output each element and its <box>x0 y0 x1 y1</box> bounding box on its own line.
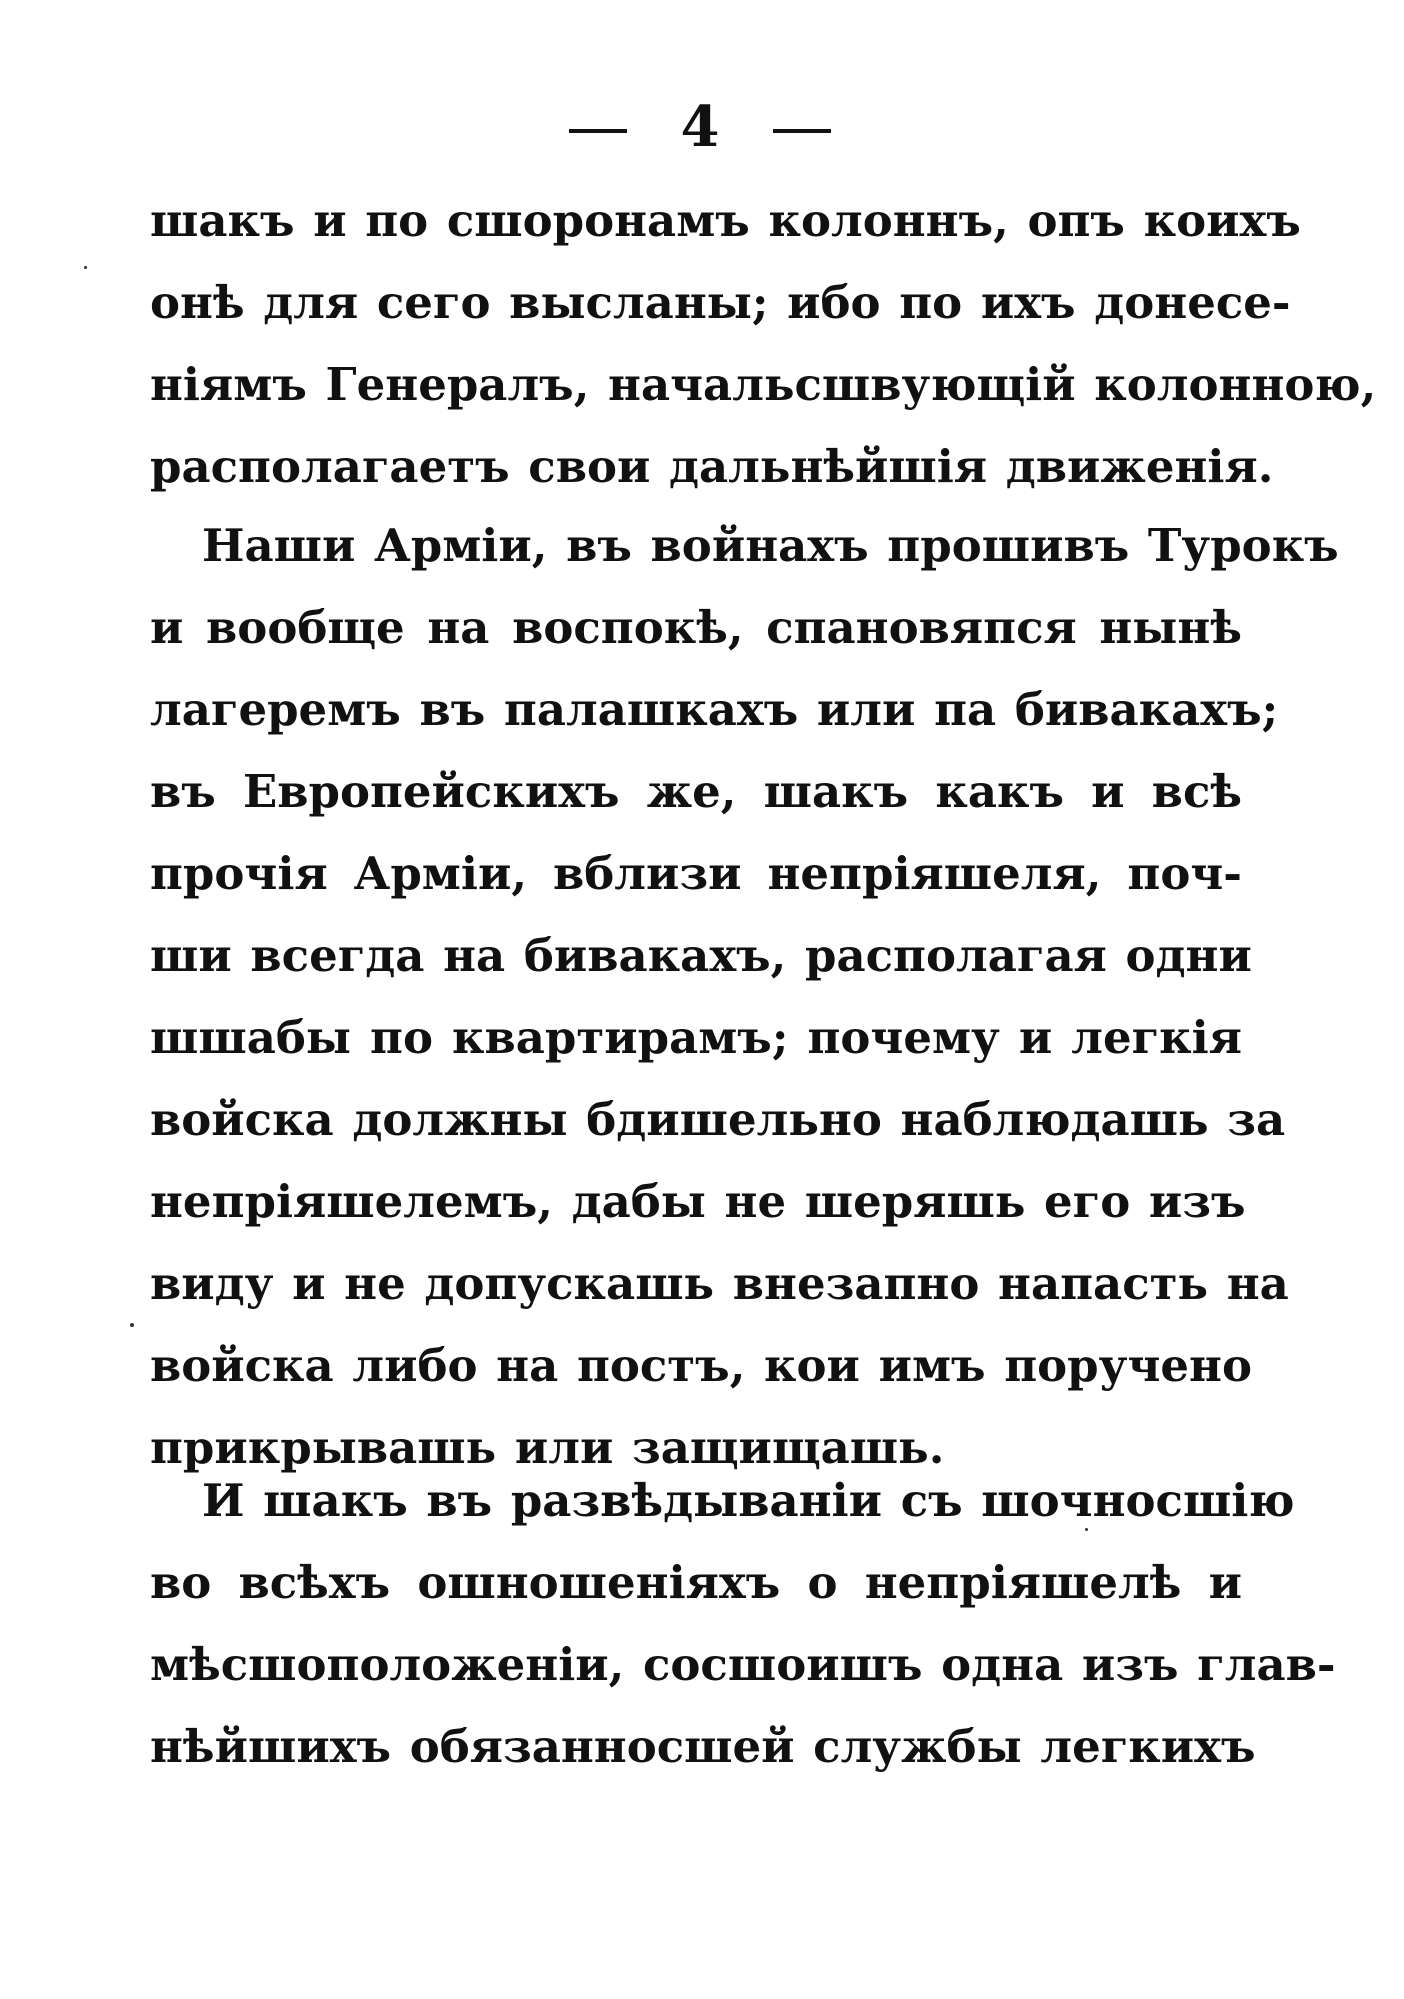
ink-speck <box>130 1323 134 1327</box>
page-number-header <box>540 92 860 162</box>
paragraph-line: шшабы по квартирамъ; почему и легкiя <box>150 1011 1242 1064</box>
paragraph-line: нiямъ Генералъ, начальсшвующiй колонною, <box>150 358 1377 411</box>
ink-speck <box>84 266 87 269</box>
paragraph-line: шакъ и по сшоронамъ колоннъ, опъ коихъ <box>150 194 1301 247</box>
paragraph-line: ши всегда на бивакахъ, располагая одни <box>150 929 1252 982</box>
ink-speck <box>1085 1528 1088 1531</box>
paragraph-line: прочiя Армiи, вблизи непрiяшеля, поч- <box>150 847 1242 900</box>
paragraph-2 <box>150 505 1339 1489</box>
paragraph-line: прикрывашь или защищашь. <box>150 1421 945 1474</box>
paragraph-line: нѣйшихъ обязанносшей службы легкихъ <box>150 1720 1256 1773</box>
paragraph-3 <box>150 1460 1336 1788</box>
paragraph-line: непрiяшелемъ, дабы не шеряшь его изъ <box>150 1175 1246 1228</box>
paragraph-line: виду и не допускашь внезапно напасть на <box>150 1257 1289 1310</box>
right-dash <box>773 129 831 133</box>
paragraph-line: и вообще на воспокѣ, спановяпся нынѣ <box>150 601 1242 654</box>
paragraph-1 <box>150 180 1377 508</box>
paragraph-line: войска либо на постъ, кои имъ поручено <box>150 1339 1252 1392</box>
paragraph-line: въ Европейскихъ же, шакъ какъ и всѣ <box>150 765 1242 818</box>
paragraph-line: Наши Армiи, въ войнахъ прошивъ Турокъ <box>202 519 1339 572</box>
paragraph-line: во всѣхъ ошношенiяхъ о непрiяшелѣ и <box>150 1556 1242 1609</box>
paragraph-line: располагаетъ свои дальнѣйшiя движенiя. <box>150 440 1274 493</box>
left-dash <box>569 129 627 133</box>
paragraph-line: онѣ для сего высланы; ибо по ихъ донесе- <box>150 276 1291 329</box>
paragraph-line: И шакъ въ развѣдываніи съ шочносшiю <box>202 1474 1295 1527</box>
paragraph-line: войска должны бдишельно наблюдашь за <box>150 1093 1286 1146</box>
paragraph-line: лагеремъ въ палашкахъ или па бивакахъ; <box>150 683 1279 736</box>
page-number: 4 <box>680 94 720 160</box>
paragraph-line: мѣсшоположенiи, сосшоишъ одна изъ глав- <box>150 1638 1336 1691</box>
